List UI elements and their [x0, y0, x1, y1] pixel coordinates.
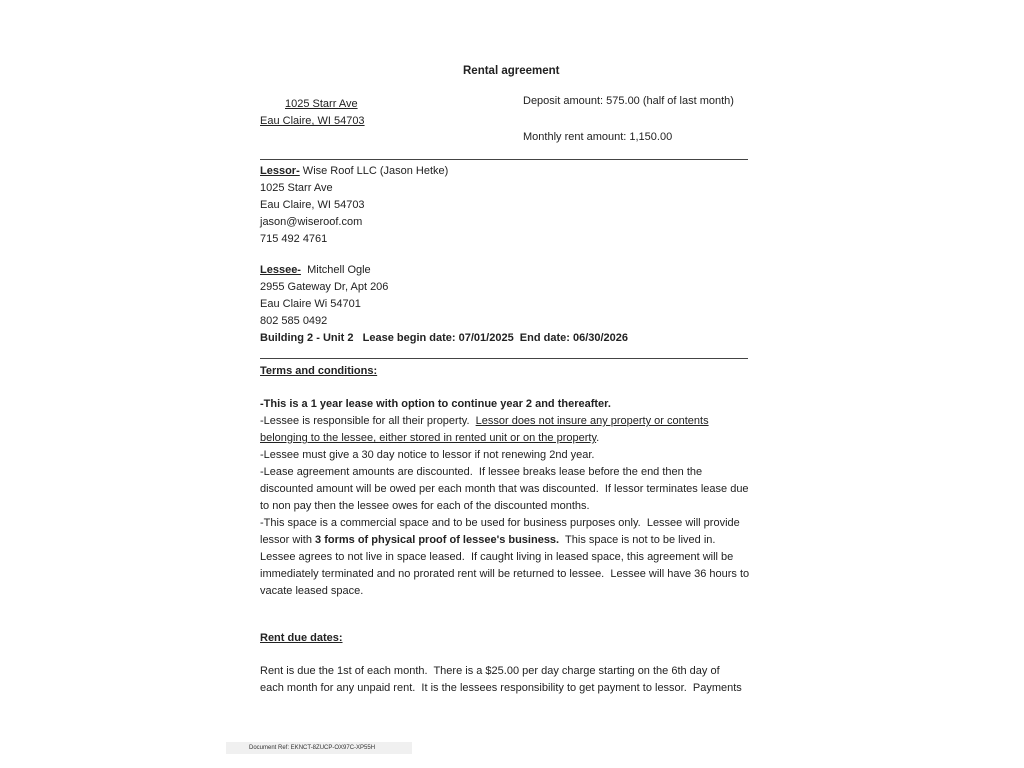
monthly-rent-amount: Monthly rent amount: 1,150.00: [523, 131, 673, 143]
term-property-responsibility: [260, 413, 749, 430]
terms-heading: Terms and conditions:: [260, 365, 378, 377]
term-notice: -Lessee must give a 30 day notice to lessor if not renewing 2nd year.: [260, 449, 595, 461]
lessor-name: Wise Roof LLC (Jason Hetke): [299, 165, 449, 177]
divider: [260, 358, 748, 359]
term-commercial-2: [260, 532, 749, 549]
lessor-phone: 715 492 4761: [260, 233, 328, 245]
term-text: This space is not to be lived in.: [559, 534, 716, 546]
term-commercial-3: Lessee agrees to not live in space leased. If caught living in leased space, this agreement will be: [260, 551, 734, 563]
term-discount-1: -Lease agreement amounts are discounted. If lessee breaks lease before the end then the: [260, 466, 703, 478]
term-commercial-4: immediately terminated and no prorated rent will be returned to lessee. Lessee will have 36 hours to: [260, 568, 750, 580]
lease-info: Building 2 - Unit 2 Lease begin date: 07/01/2025 End date: 06/30/2026: [260, 332, 629, 344]
lessee-name: Mitchell Ogle: [300, 264, 371, 276]
rent-due-line1: Rent is due the 1st of each month. There is a $25.00 per day charge starting on the 6th day of: [260, 665, 720, 677]
terms-section: [260, 396, 749, 600]
term-commercial-1: -This space is a commercial space and to be used for business purposes only. Lessee will provide: [260, 517, 740, 529]
term-commercial-5: vacate leased space.: [260, 585, 364, 597]
property-address-line2: Eau Claire, WI 54703: [260, 115, 365, 127]
lessor-label: Lessor-: [260, 165, 300, 177]
property-address-line1: 1025 Starr Ave: [285, 98, 358, 110]
rent-due-section: [260, 663, 742, 697]
lessee-label: Lessee-: [260, 264, 301, 276]
term-insurance-note-cont: belonging to the lessee, either stored in rented unit or on the property: [260, 432, 597, 444]
term-property-responsibility-cont: [260, 430, 749, 447]
term-insurance-note: Lessor does not insure any property or contents: [475, 415, 709, 427]
lessor-address2: Eau Claire, WI 54703: [260, 199, 365, 211]
term-text: -Lessee is responsible for all their property.: [260, 415, 476, 427]
lessor-section: [260, 163, 448, 248]
term-lease-length: -This is a 1 year lease with option to continue year 2 and thereafter.: [260, 398, 611, 410]
term-discount-2: discounted amount will be owed per each month that was discounted. If lessor terminates lease due: [260, 483, 749, 495]
lessor-address1: 1025 Starr Ave: [260, 182, 333, 194]
rent-due-line2: each month for any unpaid rent. It is the lessees responsibility to get payment to lessor. Payments: [260, 682, 742, 694]
term-text: .: [596, 432, 600, 444]
lessee-address2: Eau Claire Wi 54701: [260, 298, 361, 310]
term-discount-3: to non pay then the lessee owes for each of the discounted months.: [260, 500, 590, 512]
term-proof-requirement: 3 forms of physical proof of lessee's business.: [315, 534, 560, 546]
lessor-email: jason@wiseroof.com: [260, 216, 363, 228]
term-text: lessor with: [260, 534, 316, 546]
lessee-section: [260, 262, 628, 347]
document-reference: Document Ref: EKNCT-8ZUCP-OX97C-XP55H: [226, 742, 412, 754]
divider: [260, 159, 748, 160]
deposit-amount: Deposit amount: 575.00 (half of last month): [523, 95, 734, 107]
lessee-phone: 802 585 0492: [260, 315, 328, 327]
rent-due-heading: Rent due dates:: [260, 632, 343, 644]
document-title: Rental agreement: [463, 65, 560, 77]
lessee-address1: 2955 Gateway Dr, Apt 206: [260, 281, 389, 293]
